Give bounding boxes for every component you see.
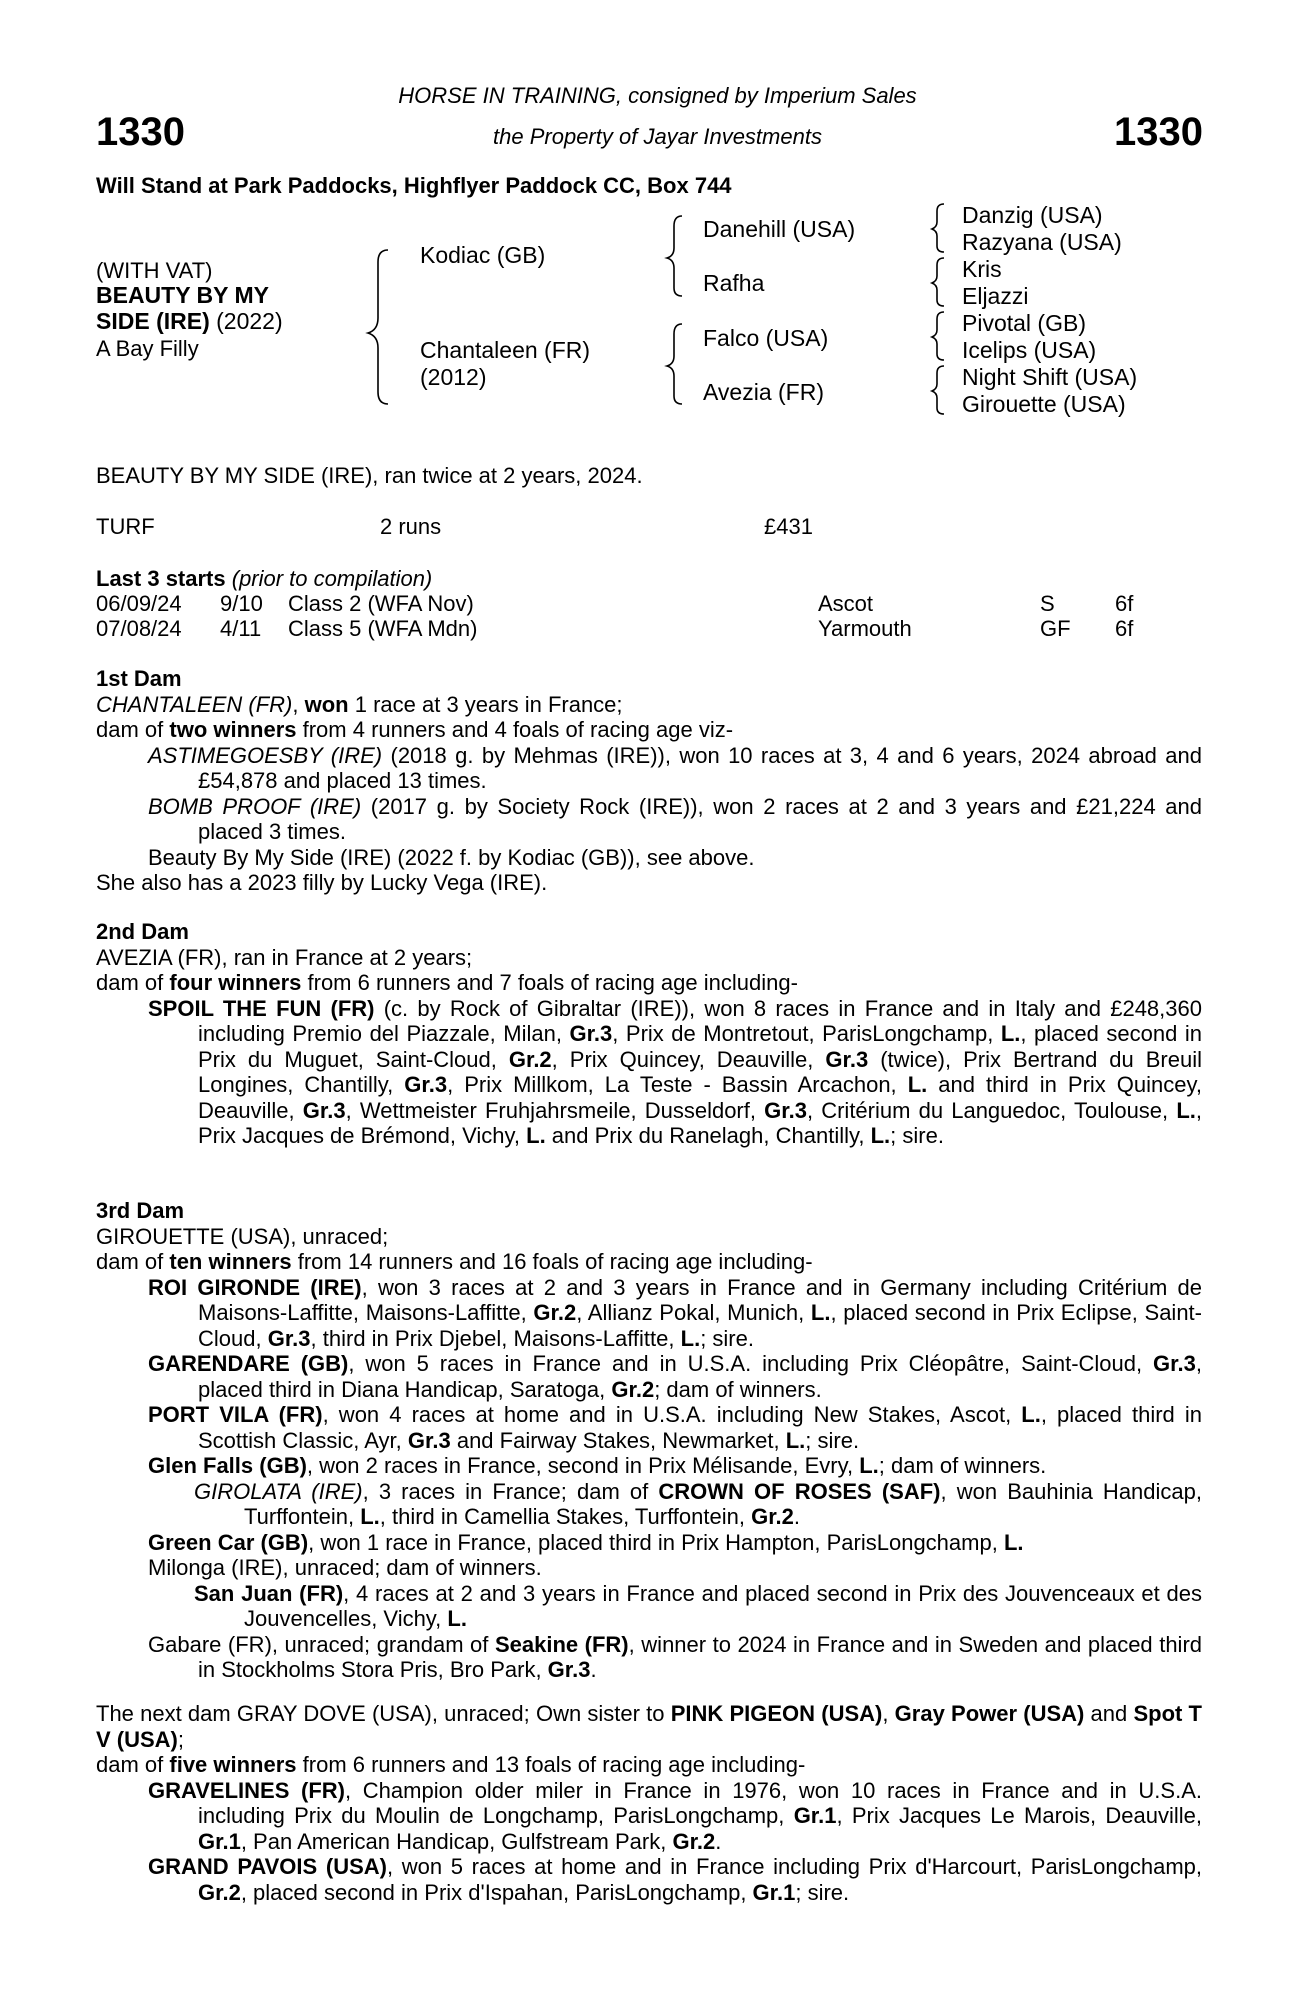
consignment-line: HORSE IN TRAINING, consigned by Imperium Sales — [398, 83, 917, 108]
grandsire-5: Pivotal (GB) — [962, 310, 1086, 336]
second-dam-line1: AVEZIA (FR), ran in France at 2 years; — [96, 944, 473, 970]
record-surface: TURF — [96, 514, 155, 539]
horse-name-line1: BEAUTY BY MY — [96, 282, 269, 308]
bracket-main — [368, 250, 388, 404]
sire-sire: Danehill (USA) — [703, 216, 856, 242]
property-line: the Property of Jayar Investments — [493, 124, 822, 149]
progeny-gravelines: GRAVELINES (FR), Champion older miler in France in 1976, won 10 races in France and in U.S.A. including Prix du Moulin de Longchamp, ParisLongchamp, Gr.1, Prix Jacques Le Marois, Deauville, Gr.1, Pan American Handicap, Gulfstream Park, Gr.2. — [148, 1777, 1203, 1854]
record-earnings: £431 — [764, 514, 813, 539]
lot-number-left: 1330 — [96, 110, 185, 154]
dam-dam: Avezia (FR) — [703, 379, 824, 405]
start-position: 9/10 — [220, 591, 263, 616]
sire: Kodiac (GB) — [420, 242, 546, 268]
progeny-bomb-proof: BOMB PROOF (IRE) (2017 g. by Society Rock (IRE)), won 2 races at 2 and 3 years and £21,224 and placed 3 times. — [148, 793, 1202, 844]
progeny-green-car: Green Car (GB), won 1 race in France, placed third in Prix Hampton, ParisLongchamp, L. — [148, 1529, 1024, 1555]
first-dam-line1: CHANTALEEN (FR), won 1 race at 3 years in France; — [96, 691, 623, 717]
grandsire-8: Girouette (USA) — [962, 391, 1126, 417]
progeny-gabare: Gabare (FR), unraced; grandam of Seakine (FR), winner to 2024 in France and in Sweden and placed third in Stockholms Stora Pris, Bro Park, Gr.3. — [148, 1631, 1203, 1682]
grandsire-1: Danzig (USA) — [962, 202, 1103, 228]
first-dam-note: She also has a 2023 filly by Lucky Vega (IRE). — [96, 870, 548, 895]
start-distance: 6f — [1115, 591, 1134, 616]
start-date: 07/08/24 — [96, 616, 182, 641]
second-dam-section — [96, 919, 1202, 1149]
bracket-g2 — [932, 258, 944, 306]
stand-location: Will Stand at Park Paddocks, Highflyer Paddock CC, Box 744 — [96, 173, 732, 198]
second-dam-title: 2nd Dam — [96, 919, 189, 944]
grandsire-3: Kris — [962, 256, 1002, 282]
lot-number-right: 1330 — [1114, 110, 1203, 154]
progeny-milonga: Milonga (IRE), unraced; dam of winners. — [148, 1555, 542, 1580]
start-going: GF — [1040, 616, 1071, 641]
race-summary: BEAUTY BY MY SIDE (IRE), ran twice at 2 years, 2024. — [96, 463, 643, 488]
sire-dam: Rafha — [703, 270, 765, 296]
third-dam-line2: dam of ten winners from 14 runners and 16 foals of racing age including- — [96, 1249, 813, 1274]
dam-sire: Falco (USA) — [703, 325, 829, 351]
progeny-spoil-the-fun: SPOIL THE FUN (FR) (c. by Rock of Gibraltar (IRE)), won 8 races in France and in Italy and £248,360 including Premio del Piazzale, Milan, Gr.3, Prix de Montretout, ParisLongchamp, L., placed second in Prix du Muguet, Saint-Cloud, Gr.2, Prix Quincey, Deauville, Gr.3 (twice), Prix Bertrand du Breuil Longines, Chantilly, Gr.3, Prix Millkom, La Teste - Bassin Arcachon, L. and third in Prix Quincey, Deauville, Gr.3, Wettmeister Fruhjahrsmeile, Dusseldorf, Gr.3, Critérium du Languedoc, Toulouse, L., Prix Jacques de Brémond, Vichy, L. and Prix du Ranelagh, Chantilly, L.; sire. — [148, 995, 1203, 1148]
progeny-grand-pavois: GRAND PAVOIS (USA), won 5 races at home and in France including Prix d'Harcourt, ParisLongchamp, Gr.2, placed second in Prix d'Ispahan, ParisLongchamp, Gr.1; sire. — [148, 1854, 1202, 1905]
start-distance: 6f — [1115, 616, 1134, 641]
start-course: Ascot — [818, 591, 874, 616]
progeny-san-juan: San Juan (FR), 4 races at 2 and 3 years in France and placed second in Prix des Jouvenceaux et des Jouvencelles, Vichy, L. — [194, 1580, 1202, 1631]
progeny-roi-gironde: ROI GIRONDE (IRE), won 3 races at 2 and 3 years in France and in Germany including Critérium de Maisons-Laffitte, Maisons-Laffitte, Gr.2, Allianz Pokal, Munich, L., placed second in Prix Eclipse, Saint-Cloud, Gr.3, third in Prix Djebel, Maisons-Laffitte, L.; sire. — [148, 1274, 1202, 1351]
next-dam-line2: dam of five winners from 6 runners and 13 foals of racing age including- — [96, 1752, 806, 1777]
start-going: S — [1040, 591, 1055, 616]
third-dam-title: 3rd Dam — [96, 1198, 185, 1223]
last-starts-title: Last 3 starts (prior to compilation) — [96, 566, 433, 591]
second-dam-line2: dam of four winners from 6 runners and 7 foals of racing age including- — [96, 970, 798, 995]
first-dam-title: 1st Dam — [96, 666, 182, 691]
grandsire-4: Eljazzi — [962, 283, 1029, 309]
horse-description: A Bay Filly — [96, 336, 199, 361]
progeny-girolata: GIROLATA (IRE), 3 races in France; dam of CROWN OF ROSES (SAF), won Bauhinia Handicap, Turffontein, L., third in Camellia Stakes, Turffontein, Gr.2. — [194, 1478, 1202, 1529]
progeny-garendare: GARENDARE (GB), won 5 races in France and in U.S.A. including Prix Cléopâtre, Saint-Cloud, Gr.3, placed third in Diana Handicap, Saratoga, Gr.2; dam of winners. — [148, 1351, 1202, 1402]
vat-note: (WITH VAT) — [96, 258, 213, 283]
dam-year: (2012) — [420, 364, 487, 390]
record-runs: 2 runs — [380, 514, 442, 539]
progeny-astimegoesby: ASTIMEGOESBY (IRE) (2018 g. by Mehmas (IRE)), won 10 races at 3, 4 and 6 years, 2024 abroad and £54,878 and placed 13 times. — [148, 742, 1202, 793]
next-dam-line1: The next dam GRAY DOVE (USA), unraced; Own sister to PINK PIGEON (USA), Gray Power (USA) and Spot T V (USA); — [96, 1701, 1202, 1752]
horse-name-line2: SIDE (IRE) (2022) — [96, 308, 283, 334]
grandsire-2: Razyana (USA) — [962, 229, 1122, 255]
bracket-g1 — [932, 204, 944, 252]
dam: Chantaleen (FR) — [420, 337, 591, 363]
start-race: Class 5 (WFA Mdn) — [288, 616, 478, 641]
grandsire-7: Night Shift (USA) — [962, 364, 1138, 390]
third-dam-line1: GIROUETTE (USA), unraced; — [96, 1223, 389, 1249]
start-date: 06/09/24 — [96, 591, 182, 616]
bracket-g4 — [932, 366, 944, 414]
first-dam-line2: dam of two winners from 4 runners and 4 foals of racing age viz- — [96, 717, 734, 742]
bracket-dam — [667, 324, 682, 404]
progeny-glen-falls: Glen Falls (GB), won 2 races in France, second in Prix Mélisande, Evry, L.; dam of winners. — [148, 1453, 1047, 1478]
progeny-beauty-by-my-side: Beauty By My Side (IRE) (2022 f. by Kodiac (GB)), see above. — [148, 844, 755, 870]
next-dam-section — [96, 1701, 1202, 1905]
third-dam-section — [96, 1198, 1202, 1683]
start-course: Yarmouth — [818, 616, 912, 641]
grandsire-6: Icelips (USA) — [962, 337, 1097, 363]
progeny-port-vila: PORT VILA (FR), won 4 races at home and in U.S.A. including New Stakes, Ascot, L., placed third in Scottish Classic, Ayr, Gr.3 and Fairway Stakes, Newmarket, L.; sire. — [148, 1402, 1202, 1453]
start-race: Class 2 (WFA Nov) — [288, 591, 474, 616]
first-dam-section — [96, 666, 1202, 896]
bracket-sire — [667, 216, 682, 296]
start-position: 4/11 — [220, 616, 262, 641]
bracket-g3 — [932, 312, 944, 360]
